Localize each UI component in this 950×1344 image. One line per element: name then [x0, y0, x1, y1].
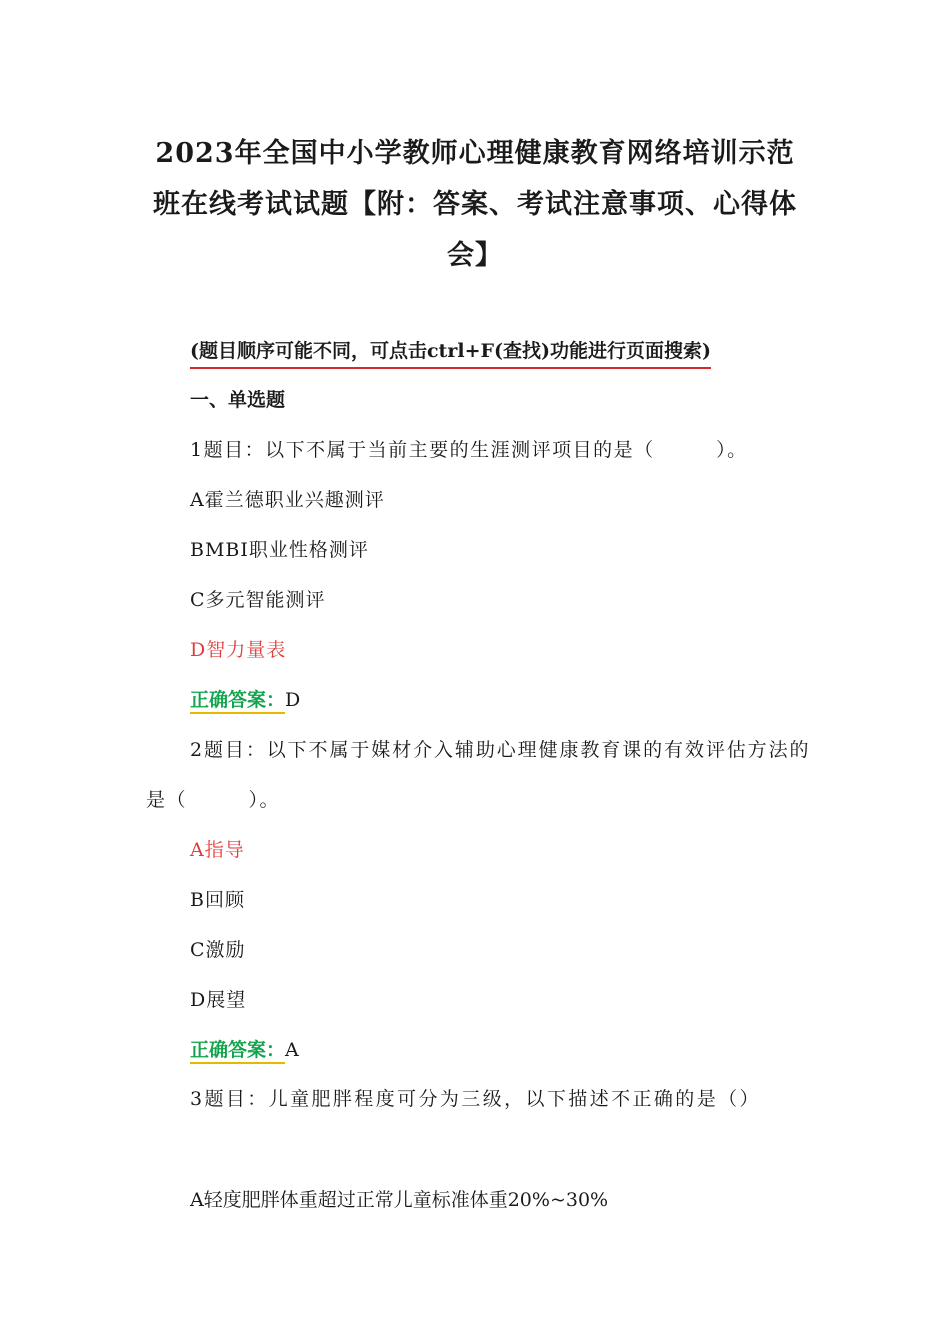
question-2-stem: 2题目：以下不属于媒材介入辅助心理健康教育课的有效评估方法的是（ ）。 [146, 739, 810, 811]
document-title [140, 128, 810, 281]
answer-value: A [285, 1039, 299, 1061]
question-3-stem: 3题目：儿童肥胖程度可分为三级，以下描述不正确的是（） [190, 1088, 761, 1110]
question-3-option-a: A轻度肥胖体重超过正常儿童标准体重20%~30% [190, 1189, 609, 1211]
answer-label: 正确答案： [190, 1039, 285, 1064]
question-2-option-c: C激励 [190, 939, 246, 961]
section-heading: 一、单选题 [190, 389, 286, 411]
question-1-option-c: C多元智能测评 [190, 589, 326, 611]
question-1-option-d: D智力量表 [190, 639, 287, 661]
answer-value: D [285, 689, 301, 711]
title-line-2: 班在线考试试题【附：答案、考试注意事项、心得体 [153, 189, 797, 220]
question-2-option-a: A指导 [190, 839, 245, 861]
question-1-option-a: A霍兰德职业兴趣测评 [190, 489, 385, 511]
question-2-option-d: D展望 [190, 989, 247, 1011]
title-line-1: 2023年全国中小学教师心理健康教育网络培训示范 [155, 138, 795, 169]
question-2-answer [190, 1035, 299, 1065]
question-1-stem: 1题目：以下不属于当前主要的生涯测评项目的是（ ）。 [190, 439, 748, 461]
question-1-answer [190, 685, 300, 715]
question-2-option-b: B回顾 [190, 889, 245, 911]
answer-label: 正确答案： [190, 689, 285, 714]
question-1-option-b: BMBI职业性格测评 [190, 539, 369, 561]
title-line-3: 会】 [447, 240, 503, 271]
search-notice: (题目顺序可能不同，可点击ctrl+F(查找)功能进行页面搜索) [190, 336, 711, 369]
